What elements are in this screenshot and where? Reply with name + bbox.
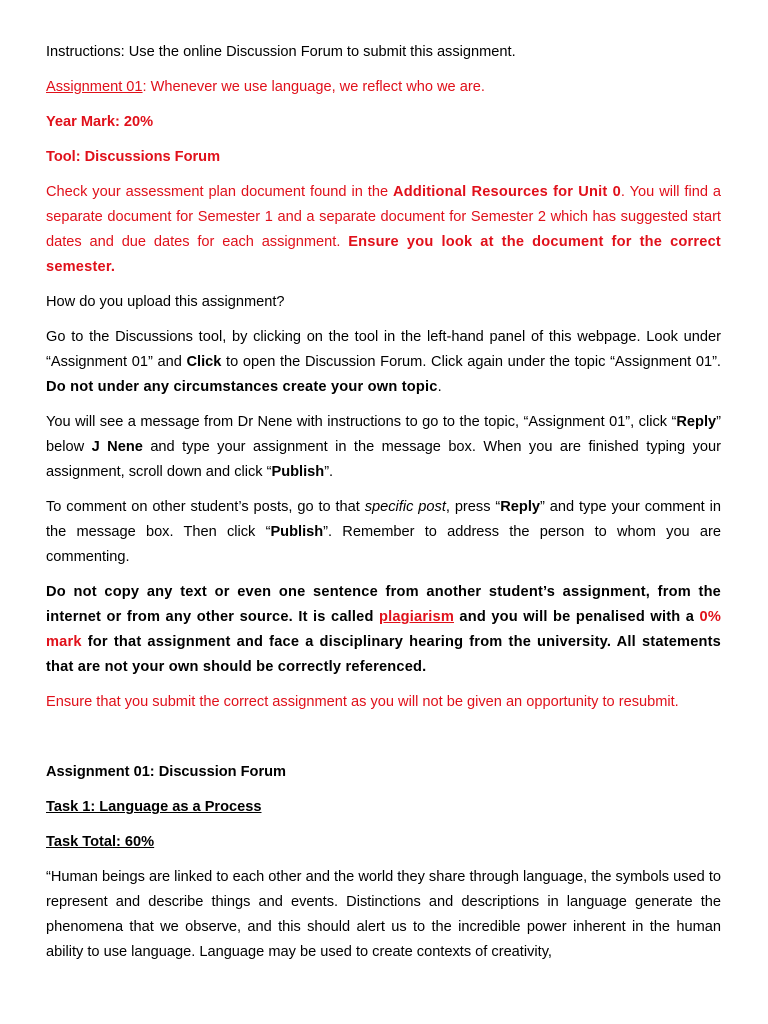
section-title: Assignment 01: Discussion Forum	[46, 764, 287, 780]
comment-bold-2: Publish	[270, 524, 324, 540]
message-paragraph	[46, 410, 721, 485]
check-paragraph	[46, 180, 721, 280]
message-bold-1: Reply	[676, 414, 717, 430]
comment-paragraph	[46, 495, 721, 570]
message-text-2: ” below	[46, 414, 721, 455]
plagiarism-text-2: and you will be penalised with a	[454, 609, 700, 625]
check-bold-2: Ensure you look at the document for the correct semester.	[46, 234, 721, 275]
quote-paragraph: “Human beings are linked to each other and the world they share through language, the symbols used to represent and describe things and events. Distinctions and descriptions in language generate the phenomena that we observe, and this should alert us to the incredible power inherent in the human ability to use language. Language may be used to create contexts of creativity,	[46, 869, 721, 960]
plagiarism-red-1: plagiarism	[379, 609, 454, 625]
goto-text-1: Go to the Discussions tool, by clicking on the tool in the left-hand panel of this webpage. Look under “Assignment 01” and	[46, 329, 721, 370]
assignment-heading-rest: : Whenever we use language, we reflect who we are.	[142, 79, 485, 95]
message-text-1: You will see a message from Dr Nene with instructions to go to the topic, “Assignment 01”, click “	[46, 414, 677, 430]
comment-bold-1: Reply	[500, 499, 540, 515]
goto-bold-2: Do not under any circumstances create your own topic	[46, 379, 438, 395]
instructions-line: Instructions: Use the online Discussion Forum to submit this assignment.	[46, 44, 516, 60]
message-bold-3: Publish	[271, 464, 325, 480]
upload-question: How do you upload this assignment?	[46, 294, 285, 310]
plagiarism-text-3: for that assignment and face a disciplinary hearing from the university. All statements that are not your own should be correctly referenced.	[46, 634, 721, 675]
message-text-4: ”.	[324, 464, 334, 480]
task-total: Task Total: 60%	[46, 834, 155, 850]
goto-text-3: .	[437, 379, 442, 395]
message-bold-2: J Nene	[91, 439, 143, 455]
assignment-heading-label: Assignment 01	[46, 79, 143, 95]
check-bold-1: Additional Resources for Unit 0	[393, 184, 621, 200]
plagiarism-red-2: 0% mark	[46, 609, 721, 650]
comment-text-1: To comment on other student’s posts, go to that	[46, 499, 365, 515]
assignment-heading	[46, 75, 485, 100]
message-text-3: and type your assignment in the message box. When you are finished typing your assignment, scroll down and click “	[46, 439, 722, 480]
goto-text-2: to open the Discussion Forum. Click again under the topic “Assignment 01”.	[221, 354, 721, 370]
check-text-2: . You will find a separate document for Semester 1 and a separate document for Semester 2 which has suggested start dates and due dates for each assignment.	[46, 184, 721, 250]
ensure-submit: Ensure that you submit the correct assignment as you will not be given an opportunity to resubmit.	[46, 694, 679, 710]
comment-text-2: , press “	[445, 499, 501, 515]
comment-italic-1: specific post	[364, 499, 446, 515]
year-mark: Year Mark: 20%	[46, 114, 154, 130]
tool-line: Tool: Discussions Forum	[46, 149, 221, 165]
comment-text-3: ” and type your comment in the message box. Then click “	[46, 499, 721, 540]
check-text-1: Check your assessment plan document found in the	[46, 184, 394, 200]
plagiarism-text-1: Do not copy any text or even one sentence from another student’s assignment, from the internet or from any other source. It is called	[46, 584, 721, 625]
plagiarism-paragraph	[46, 580, 721, 680]
task-title: Task 1: Language as a Process	[46, 799, 262, 815]
goto-paragraph	[46, 325, 721, 400]
comment-text-4: ”. Remember to address the person to whom you are commenting.	[46, 524, 721, 565]
goto-bold-1: Click	[186, 354, 222, 370]
